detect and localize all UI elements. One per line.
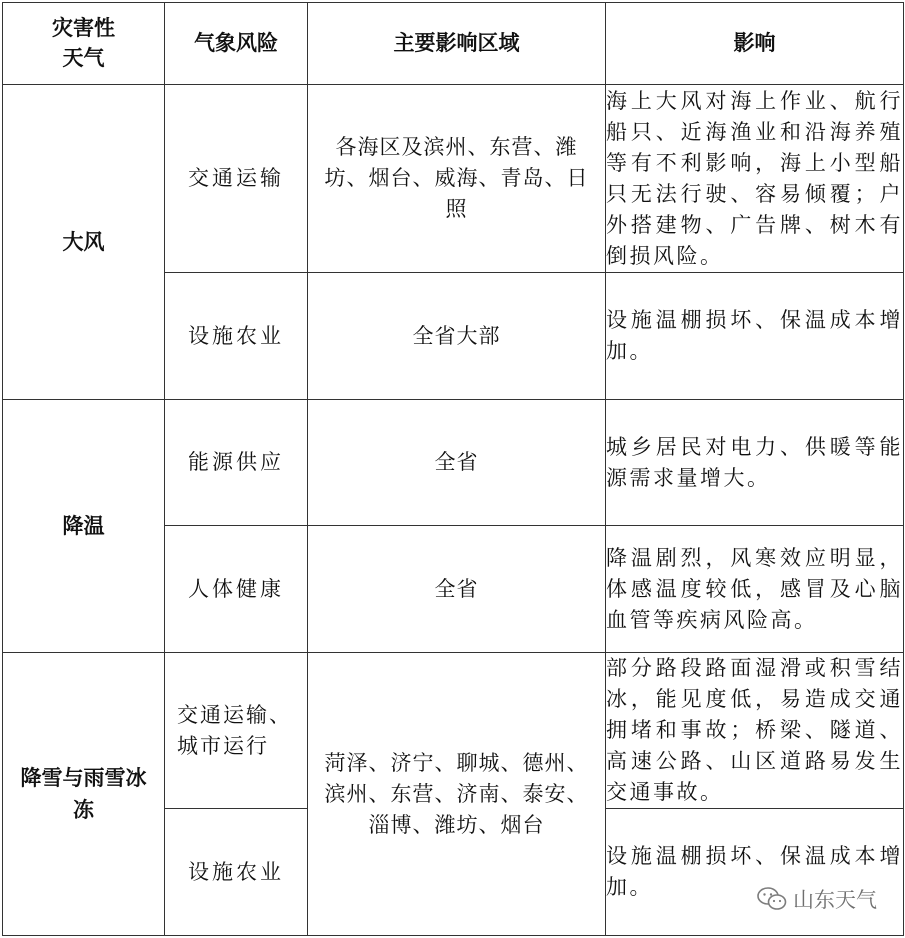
impact-cell: 海上大风对海上作业、航行船只、近海渔业和沿海养殖等有不利影响，海上小型船只无法行驶、容易倾覆；户外搭建物、广告牌、树木有倒损风险。	[606, 85, 904, 273]
area-cell: 全省	[308, 400, 606, 526]
risk-cell: 设施农业	[165, 809, 308, 936]
area-cell	[308, 653, 606, 936]
risk-cell: 交通运输、城市运行	[165, 653, 308, 809]
impact-cell: 部分路段路面湿滑或积雪结冰，能见度低，易造成交通拥堵和事故；桥梁、隧道、高速公路、山区道路易发生交通事故。	[606, 653, 904, 809]
impact-cell: 城乡居民对电力、供暖等能源需求量增大。	[606, 400, 904, 526]
watermark-text: 山东天气	[793, 888, 877, 912]
header-weather	[3, 3, 165, 85]
weather-type-cell	[3, 400, 165, 653]
header-weather-line1: 灾害性	[52, 16, 115, 40]
header-weather-label	[49, 13, 119, 73]
weather-type-cell	[3, 653, 165, 936]
weather-type-label: 降温	[62, 514, 105, 538]
risk-cell: 能源供应	[165, 400, 308, 526]
header-risk: 气象风险	[165, 3, 308, 85]
impact-cell: 设施温棚损坏、保温成本增加。	[606, 809, 904, 936]
area-cell	[308, 85, 606, 273]
risk-cell: 人体健康	[165, 526, 308, 653]
weather-type-cell	[3, 85, 165, 400]
wechat-icon	[757, 886, 787, 912]
weather-type-label: 降雪与雨雪冰冻	[20, 766, 147, 822]
impact-cell: 降温剧烈，风寒效应明显，体感温度较低，感冒及心脑血管等疾病风险高。	[606, 526, 904, 653]
weather-type-label: 大风	[62, 230, 105, 254]
table-header-row	[3, 3, 904, 85]
table-row	[3, 85, 904, 273]
weather-risk-table	[2, 2, 904, 936]
header-impact: 影响	[606, 3, 904, 85]
area-text: 各海区及滨州、东营、潍坊、烟台、威海、青岛、日照	[324, 135, 589, 221]
table-row	[3, 653, 904, 809]
watermark	[757, 884, 877, 914]
header-area: 主要影响区域	[308, 3, 606, 85]
risk-cell: 交通运输	[165, 85, 308, 273]
risk-cell: 设施农业	[165, 273, 308, 400]
area-cell: 全省	[308, 526, 606, 653]
area-text: 菏泽、济宁、聊城、德州、滨州、东营、济南、泰安、淄博、潍坊、烟台	[324, 750, 589, 837]
impact-cell: 设施温棚损坏、保温成本增加。	[606, 273, 904, 400]
table-row	[3, 400, 904, 526]
header-weather-line2: 天气	[62, 46, 105, 70]
area-cell: 全省大部	[308, 273, 606, 400]
